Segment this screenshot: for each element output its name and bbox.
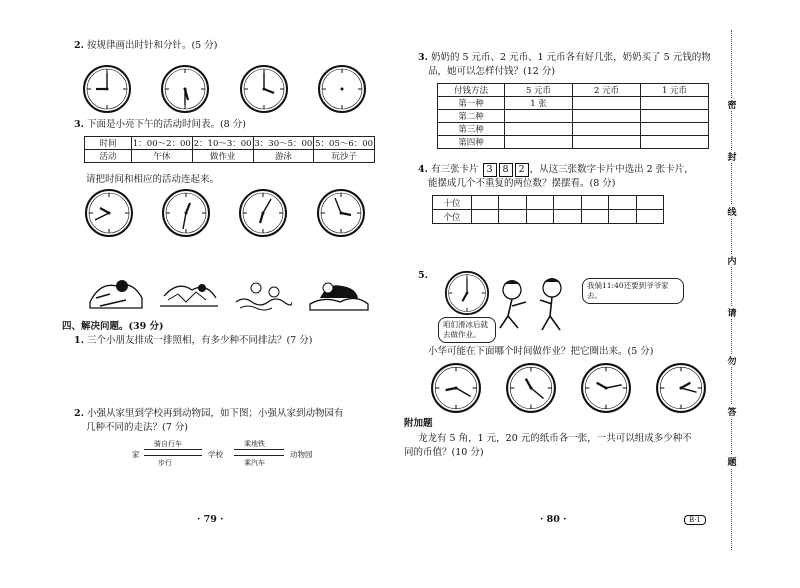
table-row <box>433 196 664 210</box>
table-cell: 个位 <box>433 210 472 224</box>
answer-cell[interactable] <box>573 136 641 149</box>
digit-table <box>432 195 664 224</box>
bonus-title: 附加题 <box>404 418 433 429</box>
answer-cell[interactable] <box>636 196 663 210</box>
answer-cell[interactable] <box>505 123 573 136</box>
table-cell: 1 张 <box>505 97 573 110</box>
answer-clock[interactable] <box>505 362 557 414</box>
problem-2-line2: 几种不同的走法？(7 分) <box>86 422 188 433</box>
table-cell: 时间 <box>85 137 132 150</box>
route-school-label: 学校 <box>208 450 223 459</box>
right-q3-line1: 3. 奶奶的 5 元币、2 元币、1 元币各有好几张，奶奶买了 5 元钱的物 <box>418 52 711 63</box>
clock-face <box>316 188 366 238</box>
route-diagram <box>124 439 344 473</box>
clock-face <box>84 188 134 238</box>
answer-cell[interactable] <box>581 196 608 210</box>
table-cell: 第一种 <box>438 97 505 110</box>
answer-cell[interactable] <box>573 110 641 123</box>
binding-char: 封 <box>725 150 739 163</box>
right-q3-line2: 品，她可以怎样付钱？(12 分) <box>428 66 556 77</box>
table-cell: 1 元币 <box>641 84 709 97</box>
table-row <box>433 210 664 224</box>
route-bike-label: 骑自行车 <box>154 440 182 448</box>
clock-face <box>444 270 490 316</box>
binding-char: 勿 <box>725 354 739 367</box>
binding-char: 答 <box>725 405 739 418</box>
answer-cell[interactable] <box>641 123 709 136</box>
q3-title: 3. 下面是小亮下午的活动时间表。(8 分) <box>74 119 246 130</box>
clock-face <box>160 64 210 114</box>
answer-clock[interactable] <box>580 362 632 414</box>
right-q5-question: 小华可能在下面哪个时间做作业？把它圈出来。(5 分) <box>428 346 654 357</box>
q2-title: 2. 按规律画出时针和分针。(5 分) <box>74 40 218 51</box>
answer-cell[interactable] <box>641 97 709 110</box>
answer-cell[interactable] <box>472 196 499 210</box>
activity-picture-swimming <box>234 276 292 312</box>
table-row <box>85 137 375 150</box>
table-cell: 第四种 <box>438 136 505 149</box>
route-zoo-label: 动物园 <box>290 450 313 459</box>
bonus-line1: 龙龙有 5 角，1 元，20 元的纸币各一张，一共可以组成多少种不 <box>418 433 692 444</box>
route-line <box>144 449 202 450</box>
number-card: 3 <box>483 163 497 177</box>
activity-picture-homework <box>158 276 220 312</box>
route-line <box>234 449 284 450</box>
page-badge: B·1 <box>684 515 706 525</box>
table-cell: 十位 <box>433 196 472 210</box>
table-cell: 游泳 <box>253 150 314 163</box>
answer-clock[interactable] <box>430 362 482 414</box>
clock-face <box>239 64 289 114</box>
speech-bubble-right: 我倘11:40还要到爷爷家去。 <box>582 278 684 304</box>
binding-char: 内 <box>725 254 739 267</box>
answer-cell[interactable] <box>554 196 581 210</box>
route-subway-label: 乘地铁 <box>244 440 265 448</box>
page-number-right: · 80 · <box>540 514 567 525</box>
binding-char: 密 <box>725 98 739 111</box>
route-home-label: 家 <box>132 450 140 459</box>
route-walk-label: 步行 <box>158 459 172 467</box>
answer-cell[interactable] <box>499 196 526 210</box>
binding-char: 线 <box>725 205 739 218</box>
table-cell: 第三种 <box>438 123 505 136</box>
number-card: 2 <box>515 163 529 177</box>
activity-picture-sandbox <box>306 274 370 312</box>
table-cell: 活动 <box>85 150 132 163</box>
table-cell: 2：10～3：00 <box>192 137 253 150</box>
table-row <box>438 136 709 149</box>
section-4-title: 四、解决问题。(39 分) <box>62 321 164 332</box>
table-cell: 做作业 <box>192 150 253 163</box>
schedule-table <box>84 136 375 163</box>
answer-cell[interactable] <box>505 110 573 123</box>
clock-face <box>82 64 132 114</box>
route-line <box>144 455 202 456</box>
answer-cell[interactable] <box>526 196 553 210</box>
table-cell: 5：05～6：00 <box>314 137 375 150</box>
table-cell: 3：30～5：00 <box>253 137 314 150</box>
answer-cell[interactable] <box>573 123 641 136</box>
right-q4-line1: 4. 有三张卡片 3 8 2 ，从这三张数字卡片中选出 2 张卡片， <box>418 164 694 175</box>
table-row <box>85 150 375 163</box>
answer-cell[interactable] <box>641 110 709 123</box>
skating-children-picture <box>492 276 578 336</box>
bonus-line2: 同的币值？(10 分) <box>404 447 484 458</box>
answer-cell[interactable] <box>609 210 636 224</box>
answer-cell[interactable] <box>609 196 636 210</box>
right-q5-number: 5. <box>418 270 428 281</box>
route-bus-label: 乘汽车 <box>244 459 265 467</box>
right-q4-line2: 能摆成几个不重复的两位数？摆摆看。(8 分) <box>428 178 616 189</box>
answer-cell[interactable] <box>573 97 641 110</box>
binding-char: 请 <box>725 306 739 319</box>
answer-cell[interactable] <box>472 210 499 224</box>
answer-cell[interactable] <box>641 136 709 149</box>
table-cell: 5 元币 <box>505 84 573 97</box>
answer-cell[interactable] <box>505 136 573 149</box>
table-row <box>438 97 709 110</box>
q3-instruction: 请把时间和相应的活动连起来。 <box>86 174 220 185</box>
answer-cell[interactable] <box>554 210 581 224</box>
table-row <box>438 123 709 136</box>
table-cell: 2 元币 <box>573 84 641 97</box>
answer-cell[interactable] <box>581 210 608 224</box>
route-line <box>234 455 284 456</box>
answer-cell[interactable] <box>526 210 553 224</box>
table-cell: 玩沙子 <box>314 150 375 163</box>
answer-clock[interactable] <box>655 362 707 414</box>
table-cell: 午休 <box>132 150 193 163</box>
clock-face <box>238 188 288 238</box>
binding-char: 题 <box>725 455 739 468</box>
page-number-left: · 79 · <box>197 514 224 525</box>
table-row <box>438 84 709 97</box>
problem-1: 1. 三个小朋友排成一排照相，有多少种不同排法？(7 分) <box>74 335 313 346</box>
payment-table <box>437 83 709 149</box>
activity-picture-sleeping <box>86 272 146 312</box>
speech-bubble-left: 咱们滑冰后就去做作业。 <box>438 317 496 343</box>
table-cell: 1：00～2：00 <box>132 137 193 150</box>
answer-cell[interactable] <box>636 210 663 224</box>
table-row <box>438 110 709 123</box>
problem-2-line1: 2. 小强从家里到学校再到动物园，如下图；小强从家到动物园有 <box>74 408 344 419</box>
clock-face <box>317 64 367 114</box>
answer-cell[interactable] <box>499 210 526 224</box>
table-cell: 第二种 <box>438 110 505 123</box>
number-card: 8 <box>499 163 513 177</box>
clock-face <box>161 188 211 238</box>
table-cell: 付钱方法 <box>438 84 505 97</box>
